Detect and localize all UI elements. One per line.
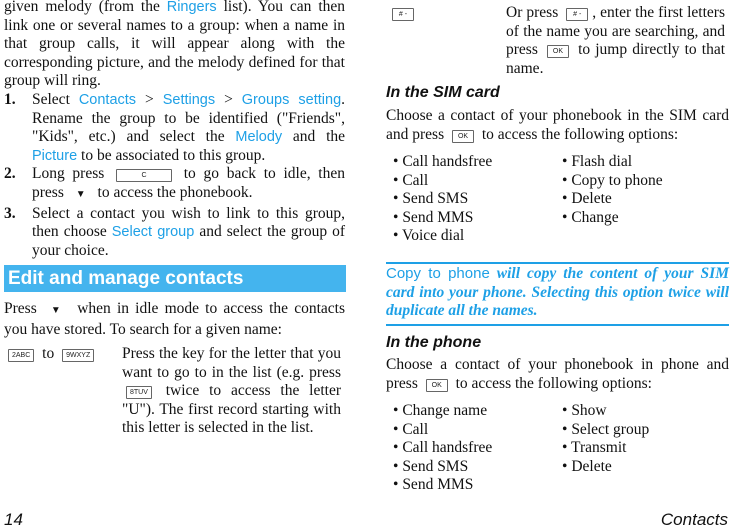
down-arrow-key-icon: ▼ (50, 305, 64, 316)
ok-key-icon: OK (426, 379, 448, 392)
list-item: • Call handsfree (393, 153, 492, 172)
ringers-link: Ringers (166, 0, 217, 15)
step-number: 3. (4, 204, 16, 222)
step-3 (4, 205, 345, 261)
hash-key-icon: # - (392, 8, 414, 21)
text: to go back to idle, then press (32, 165, 345, 201)
text: Choose a contact of your phonebook in the SIM card and press (386, 107, 729, 143)
text: Or press (506, 4, 559, 21)
hash-key (388, 4, 418, 23)
menu-settings: Settings (162, 92, 216, 108)
phone-heading: In the phone (386, 334, 482, 351)
section-header: Edit and manage contacts (4, 265, 346, 292)
text: given melody (from the (4, 0, 160, 15)
text: and select the group of your choice. (32, 223, 346, 259)
list-item: • Call (393, 172, 492, 191)
text: Select a contact you wish to link to this group, then choose (32, 204, 345, 241)
list-item: • Flash dial (562, 153, 663, 172)
list-item: • Send SMS (393, 458, 492, 477)
key-range (4, 345, 114, 364)
sim-paragraph (386, 107, 729, 144)
list-item: • Copy to phone (562, 172, 663, 191)
list-item: • Send MMS (393, 476, 492, 495)
list-item: • Call handsfree (393, 439, 492, 458)
c-key-icon: C (116, 169, 172, 182)
sim-options-col2 (562, 153, 663, 227)
group-steps (4, 91, 345, 260)
step-number: 1. (4, 91, 16, 108)
step-1 (4, 91, 345, 165)
list-item: • Voice dial (393, 227, 492, 246)
separator: > (145, 91, 154, 108)
sim-options-col1 (393, 153, 492, 246)
list-item: • Select group (562, 421, 649, 440)
intro-paragraph (4, 0, 345, 91)
key-9-icon: 9WXYZ (62, 349, 94, 362)
page-number: 14 (4, 510, 23, 529)
menu-copy-to-phone: Copy to phone (386, 265, 490, 282)
key-8-icon: 8TUV (126, 386, 152, 399)
text: . Rename the group to be identified ("Friends", "Kids", etc.) and select the (32, 91, 346, 146)
list-item: • Show (562, 402, 649, 421)
text: to access the following options: (481, 125, 679, 143)
text: list). You can then link one or several names to a group: when a name in that group calls, it will appear along with the corresponding picture, and the melody defined for that group will ring. (4, 0, 345, 90)
text: to (42, 345, 55, 362)
menu-melody: Melody (235, 129, 283, 146)
hash-description (506, 4, 725, 78)
text: will copy the content of your SIM card into your phone. Selecting this option twice will duplicate all the names. (386, 265, 729, 320)
text: to jump directly to that name. (506, 41, 726, 77)
text: , enter the first letters of the name you are searching, and press (506, 4, 725, 59)
phone-paragraph (386, 356, 729, 393)
ok-key-icon: OK (452, 130, 474, 143)
menu-contacts: Contacts (78, 92, 137, 108)
text: twice to access the letter "U"). The first record starting with this letter is selected in the list. (122, 382, 342, 437)
note-rule-top (386, 262, 729, 264)
sim-card-heading: In the SIM card (386, 84, 500, 101)
key-2-icon: 2ABC (8, 349, 34, 362)
list-item: • Delete (562, 458, 649, 477)
text: Long press (32, 165, 105, 183)
text: Press (4, 300, 37, 317)
separator: > (224, 91, 233, 108)
menu-select-group: Select group (111, 224, 195, 241)
text: Select (32, 91, 70, 108)
menu-groups-setting: Groups setting (241, 92, 342, 108)
text: to access the phonebook. (97, 183, 253, 201)
note-rule-bottom (386, 324, 729, 326)
step-number: 2. (4, 165, 16, 183)
list-item: • Send MMS (393, 209, 492, 228)
phone-options-col2 (562, 402, 649, 476)
key-search-description (122, 345, 341, 438)
list-item: • Delete (562, 190, 663, 209)
step-2 (4, 165, 345, 204)
down-arrow-key-icon: ▼ (75, 188, 86, 200)
list-item: • Change name (393, 402, 492, 421)
text: Press the key for the letter that you want to go to in the list (e.g. press (122, 345, 341, 381)
text: and the (292, 128, 346, 146)
text: when in idle mode to access the contacts you have stored. To search for a given name: (4, 300, 345, 338)
list-item: • Transmit (562, 439, 649, 458)
copy-note (386, 265, 729, 321)
list-item: • Change (562, 209, 663, 228)
press-paragraph (4, 300, 345, 339)
list-item: • Call (393, 421, 492, 440)
text: Choose a contact of your phonebook in phone and press (386, 356, 729, 392)
footer-section: Contacts (660, 510, 728, 529)
ok-key-icon: OK (547, 45, 569, 58)
list-item: • Send SMS (393, 190, 492, 209)
text: to be associated to this group. (81, 146, 266, 164)
menu-picture: Picture (32, 147, 78, 164)
hash-key-icon: # - (566, 8, 588, 21)
text: to access the following options: (455, 374, 652, 392)
phone-options-col1 (393, 402, 492, 495)
